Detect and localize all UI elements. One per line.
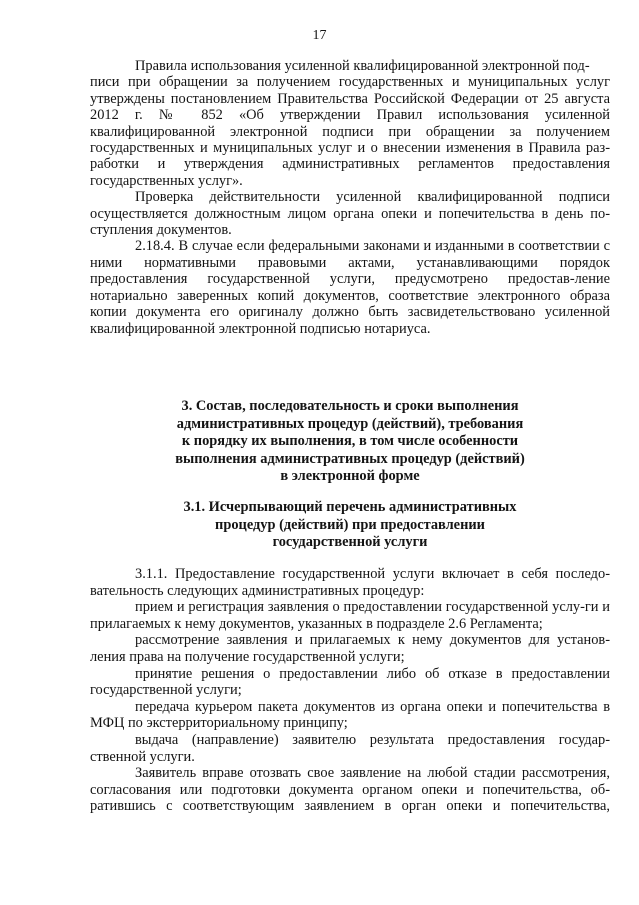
procedures-list-section: [90, 566, 610, 815]
section-3-1-heading-line: процедур (действий) при предоставлении: [215, 516, 485, 533]
section-3-heading-line: в электронной форме: [280, 468, 420, 484]
section-3-1-heading: [90, 499, 610, 552]
section-3-1-heading-line: 3.1. Исчерпывающий перечень административных: [183, 499, 517, 515]
signature-verification-paragraph: Проверка действительности усиленной квалифицированной подписи осуществляется должностным лицом органа опеки и попечительства в день по-ступления документов.: [90, 189, 610, 239]
withdrawal-paragraph: Заявитель вправе отозвать свое заявление на любой стадии рассмотрения, согласования или подготовки документа органом опеки и попечительства, об-ратившись с соответствующим заявлением в орган опеки и попечительства,: [90, 765, 610, 815]
section-3-heading-line: административных процедур (действий), требования: [176, 415, 524, 432]
section-3-heading-line: выполнения административных процедур (действий): [175, 450, 525, 467]
procedure-item: прием и регистрация заявления о предоставлении государственной услу-ги и прилагаемых к нему документов, указанных в подразделе 2.6 Регламента;: [90, 599, 610, 632]
procedures-intro-paragraph: 3.1.1. Предоставление государственной услуги включает в себя последо-вательность следующих административных процедур:: [90, 566, 610, 599]
page-number: 17: [312, 28, 327, 43]
section-3-heading-line: 3. Состав, последовательность и сроки выполнения: [181, 398, 519, 414]
signature-rules-paragraph: писи при обращении за получением государственных и муниципальных услуг утверждены постановлением Правительства Российской Федерации от 25 августа 2012 г. № 852 «Об утверждении Правил использования усиленной квалифицированной электронной подписи при обращении за получением государственных и муниципальных услуг и о внесении изменения в Правила раз-работки и утверждения административных регламентов предоставления государственных услуг».: [90, 74, 610, 189]
electronic-signature-section: [90, 58, 610, 337]
signature-rules-paragraph-start: Правила использования усиленной квалифицированной электронной под-: [135, 58, 590, 74]
procedure-item: принятие решения о предоставлении либо об отказе в предоставлении государственной услуги;: [90, 665, 610, 699]
procedure-item: передача курьером пакета документов из органа опеки и попечительства в МФЦ по экстерриториальному принципу;: [90, 698, 610, 732]
procedure-item: рассмотрение заявления и прилагаемых к нему документов для установ-ления права на получение государственной услуги;: [90, 632, 610, 665]
section-3-heading: [90, 398, 610, 486]
section-3-1-heading-line: государственной услуги: [272, 534, 428, 550]
procedure-item: выдача (направление) заявителю результата предоставления государ-ственной услуги.: [90, 731, 610, 765]
notarized-copies-paragraph: 2.18.4. В случае если федеральными законами и изданными в соответствии с ними нормативными правовыми актами, устанавливающими порядок предоставления государственной услуги, предусмотрено предостав-ление нотариально заверенных копий документов, соответствие электронного образа копии документа его оригиналу должно быть засвидетельствовано усиленной квалифицированной электронной подписью нотариуса.: [90, 238, 610, 337]
section-3-heading-line: к порядку их выполнения, в том числе особенности: [181, 433, 519, 449]
